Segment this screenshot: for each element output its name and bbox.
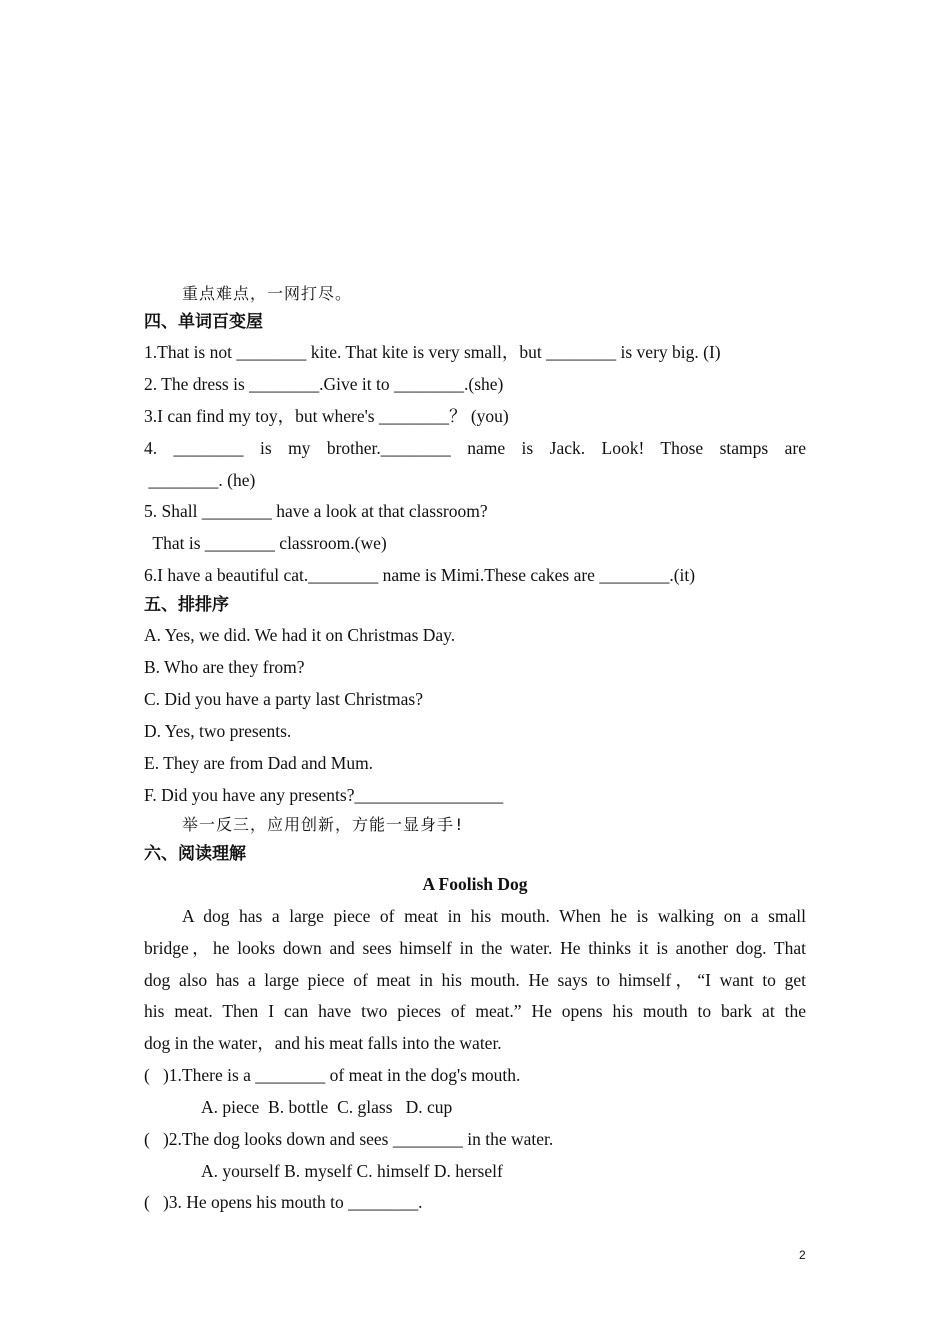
passage-line-4: his meat. Then I can have two pieces of meat.” He opens his mouth to bark at the — [144, 1001, 806, 1021]
passage-line-1: A dog has a large piece of meat in his mouth. When he is walking on a small — [182, 906, 806, 926]
reading-q1-options: A. piece B. bottle C. glass D. cup — [201, 1097, 453, 1117]
passage-line-3: dog also has a large piece of meat in his mouth. He says to himself，“I want to get — [144, 970, 806, 990]
passage-line-2: bridge，he looks down and sees himself in the water. He thinks it is another dog. That — [144, 938, 806, 958]
order-item-b: B. Who are they from? — [144, 657, 305, 677]
reading-q1: ( )1.There is a ________ of meat in the dog's mouth. — [144, 1065, 521, 1085]
order-item-c: C. Did you have a party last Christmas? — [144, 689, 423, 709]
reading-q2: ( )2.The dog looks down and sees ________ in the water. — [144, 1129, 554, 1149]
exercise-4-q1: 1.That is not ________ kite. That kite is very small，but ________ is very big. (I) — [144, 342, 721, 362]
section-4-heading: 四、单词百变屋 — [144, 312, 263, 332]
reading-q2-options: A. yourself B. myself C. himself D. herself — [201, 1161, 503, 1181]
section-6-heading: 六、阅读理解 — [144, 844, 246, 864]
worksheet-page — [144, 0, 806, 1344]
exercise-4-q3: 3.I can find my toy，but where's ________？ (you) — [144, 406, 509, 426]
passage-line-5: dog in the water，and his meat falls into the water. — [144, 1033, 502, 1053]
reading-q3: ( )3. He opens his mouth to ________. — [144, 1192, 423, 1212]
exercise-4-q6: 6.I have a beautiful cat.________ name is Mimi.These cakes are ________.(it) — [144, 565, 696, 585]
order-item-f: F. Did you have any presents?_________________ — [144, 785, 504, 805]
section-5-heading: 五、排排序 — [144, 595, 229, 615]
exercise-4-q4-line2: ________. (he) — [144, 470, 256, 490]
study-tip-2: 举一反三，应用创新，方能一显身手! — [182, 815, 465, 834]
exercise-4-q4-line1: 4. ________ is my brother.________ name is Jack. Look! Those stamps are — [144, 438, 806, 458]
exercise-4-q5-line2: That is ________ classroom.(we) — [144, 533, 387, 553]
order-item-d: D. Yes, two presents. — [144, 721, 292, 741]
page-number: 2 — [799, 1248, 806, 1262]
order-item-e: E. They are from Dad and Mum. — [144, 753, 374, 773]
exercise-4-q2: 2. The dress is ________.Give it to ________.(she) — [144, 374, 504, 394]
order-item-a: A. Yes, we did. We had it on Christmas Day. — [144, 625, 456, 645]
passage-title: A Foolish Dog — [422, 874, 528, 894]
study-tip-1: 重点难点，一网打尽。 — [182, 284, 353, 303]
exercise-4-q5-line1: 5. Shall ________ have a look at that classroom? — [144, 501, 488, 521]
